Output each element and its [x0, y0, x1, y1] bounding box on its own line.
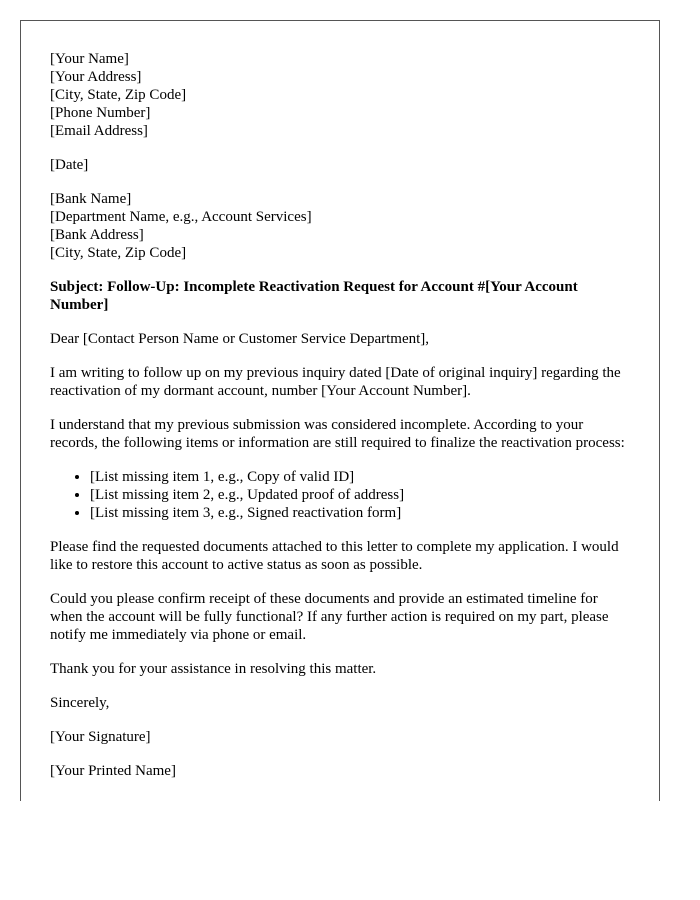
list-item: • [List missing item 2, e.g., Updated proof of address]: [90, 486, 630, 504]
sender-city-state-zip: [City, State, Zip Code]: [50, 87, 187, 103]
body-paragraph-3: Please find the requested documents attached to this letter to complete my application. I would like to restore this account to active status as soon as possible.: [50, 539, 619, 573]
date-block: [50, 156, 630, 174]
salutation: Dear [Contact Person Name or Customer Service Department],: [50, 331, 430, 347]
closing: Sincerely,: [50, 695, 110, 711]
recipient-bank-address: [Bank Address]: [50, 227, 144, 243]
sender-block: [50, 50, 630, 140]
signature: [Your Signature]: [50, 729, 151, 745]
letter-content: [50, 50, 630, 796]
subject-line: [50, 278, 630, 314]
body-paragraph-4: Could you please confirm receipt of these documents and provide an estimated timeline for when the account will be fully functional? If any further action is required on my part, please notify me immediately via phone or email.: [50, 591, 609, 643]
list-item: • [List missing item 3, e.g., Signed reactivation form]: [90, 504, 630, 522]
missing-items-list: [50, 468, 630, 522]
body-paragraph-1: I am writing to follow up on my previous inquiry dated [Date of original inquiry] regarding the reactivation of my dormant account, number [Your Account Number].: [50, 365, 621, 399]
body-paragraph-2: I understand that my previous submission was considered incomplete. According to your records, the following items or information are still required to finalize the reactivation process:: [50, 417, 625, 451]
recipient-department: [Department Name, e.g., Account Services]: [50, 209, 312, 225]
letter-page: [20, 20, 660, 801]
recipient-city-state-zip: [City, State, Zip Code]: [50, 245, 187, 261]
body-paragraph-5: Thank you for your assistance in resolving this matter.: [50, 661, 377, 677]
subject-line-2: Number]: [50, 297, 109, 313]
recipient-bank-name: [Bank Name]: [50, 191, 132, 207]
printed-name: [Your Printed Name]: [50, 763, 176, 779]
sender-name: [Your Name]: [50, 51, 129, 67]
subject-line-1: Subject: Follow-Up: Incomplete Reactivation Request for Account #[Your Account: [50, 279, 578, 295]
sender-email: [Email Address]: [50, 123, 148, 139]
sender-address: [Your Address]: [50, 69, 142, 85]
list-item: • [List missing item 1, e.g., Copy of valid ID]: [90, 468, 630, 486]
recipient-block: [50, 190, 630, 262]
letter-date: [Date]: [50, 157, 89, 173]
sender-phone: [Phone Number]: [50, 105, 151, 121]
